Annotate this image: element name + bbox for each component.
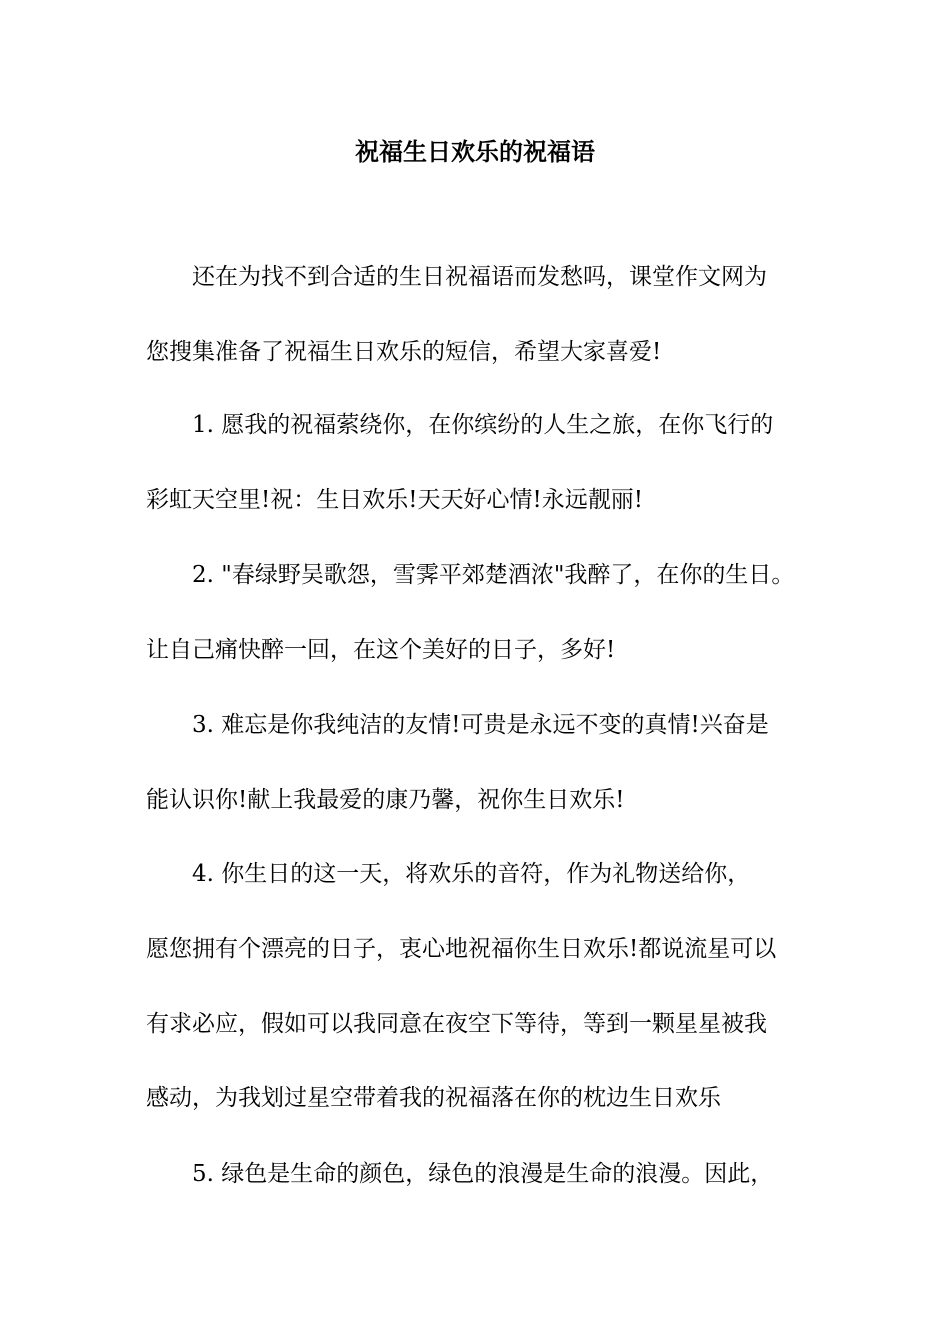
paragraph-line: 让自己痛快醉一回，在这个美好的日子，多好! [146,637,616,663]
paragraph-line: 感动，为我划过星空带着我的祝福落在你的枕边生日欢乐 [146,1085,721,1111]
paragraph-line: 您搜集准备了祝福生日欢乐的短信，希望大家喜爱! [146,339,662,365]
paragraph-line: 5. 绿色是生命的颜色，绿色的浪漫是生命的浪漫。因此， [192,1161,774,1187]
paragraph-line: 1. 愿我的祝福萦绕你，在你缤纷的人生之旅，在你飞行的 [192,412,774,438]
paragraph-line: 还在为找不到合适的生日祝福语而发愁吗，课堂作文网为 [192,264,767,290]
paragraph-line: 能认识你!献上我最爱的康乃馨，祝你生日欢乐! [146,787,625,813]
paragraph-line: 2. "春绿野吴歌怨，雪霁平郊楚酒浓"我醉了，在你的生日。 [192,562,795,588]
paragraph-line: 有求必应，假如可以我同意在夜空下等待，等到一颗星星被我 [146,1011,767,1037]
paragraph-line: 愿您拥有个漂亮的日子，衷心地祝福你生日欢乐!都说流星可以 [146,936,777,962]
paragraph-line: 彩虹天空里!祝：生日欢乐!天天好心情!永远靓丽! [146,487,643,513]
paragraph-line: 4. 你生日的这一天，将欢乐的音符，作为礼物送给你， [192,861,751,887]
document-title: 祝福生日欢乐的祝福语 [355,137,595,166]
paragraph-line: 3. 难忘是你我纯洁的友情!可贵是永远不变的真情!兴奋是 [192,712,769,738]
